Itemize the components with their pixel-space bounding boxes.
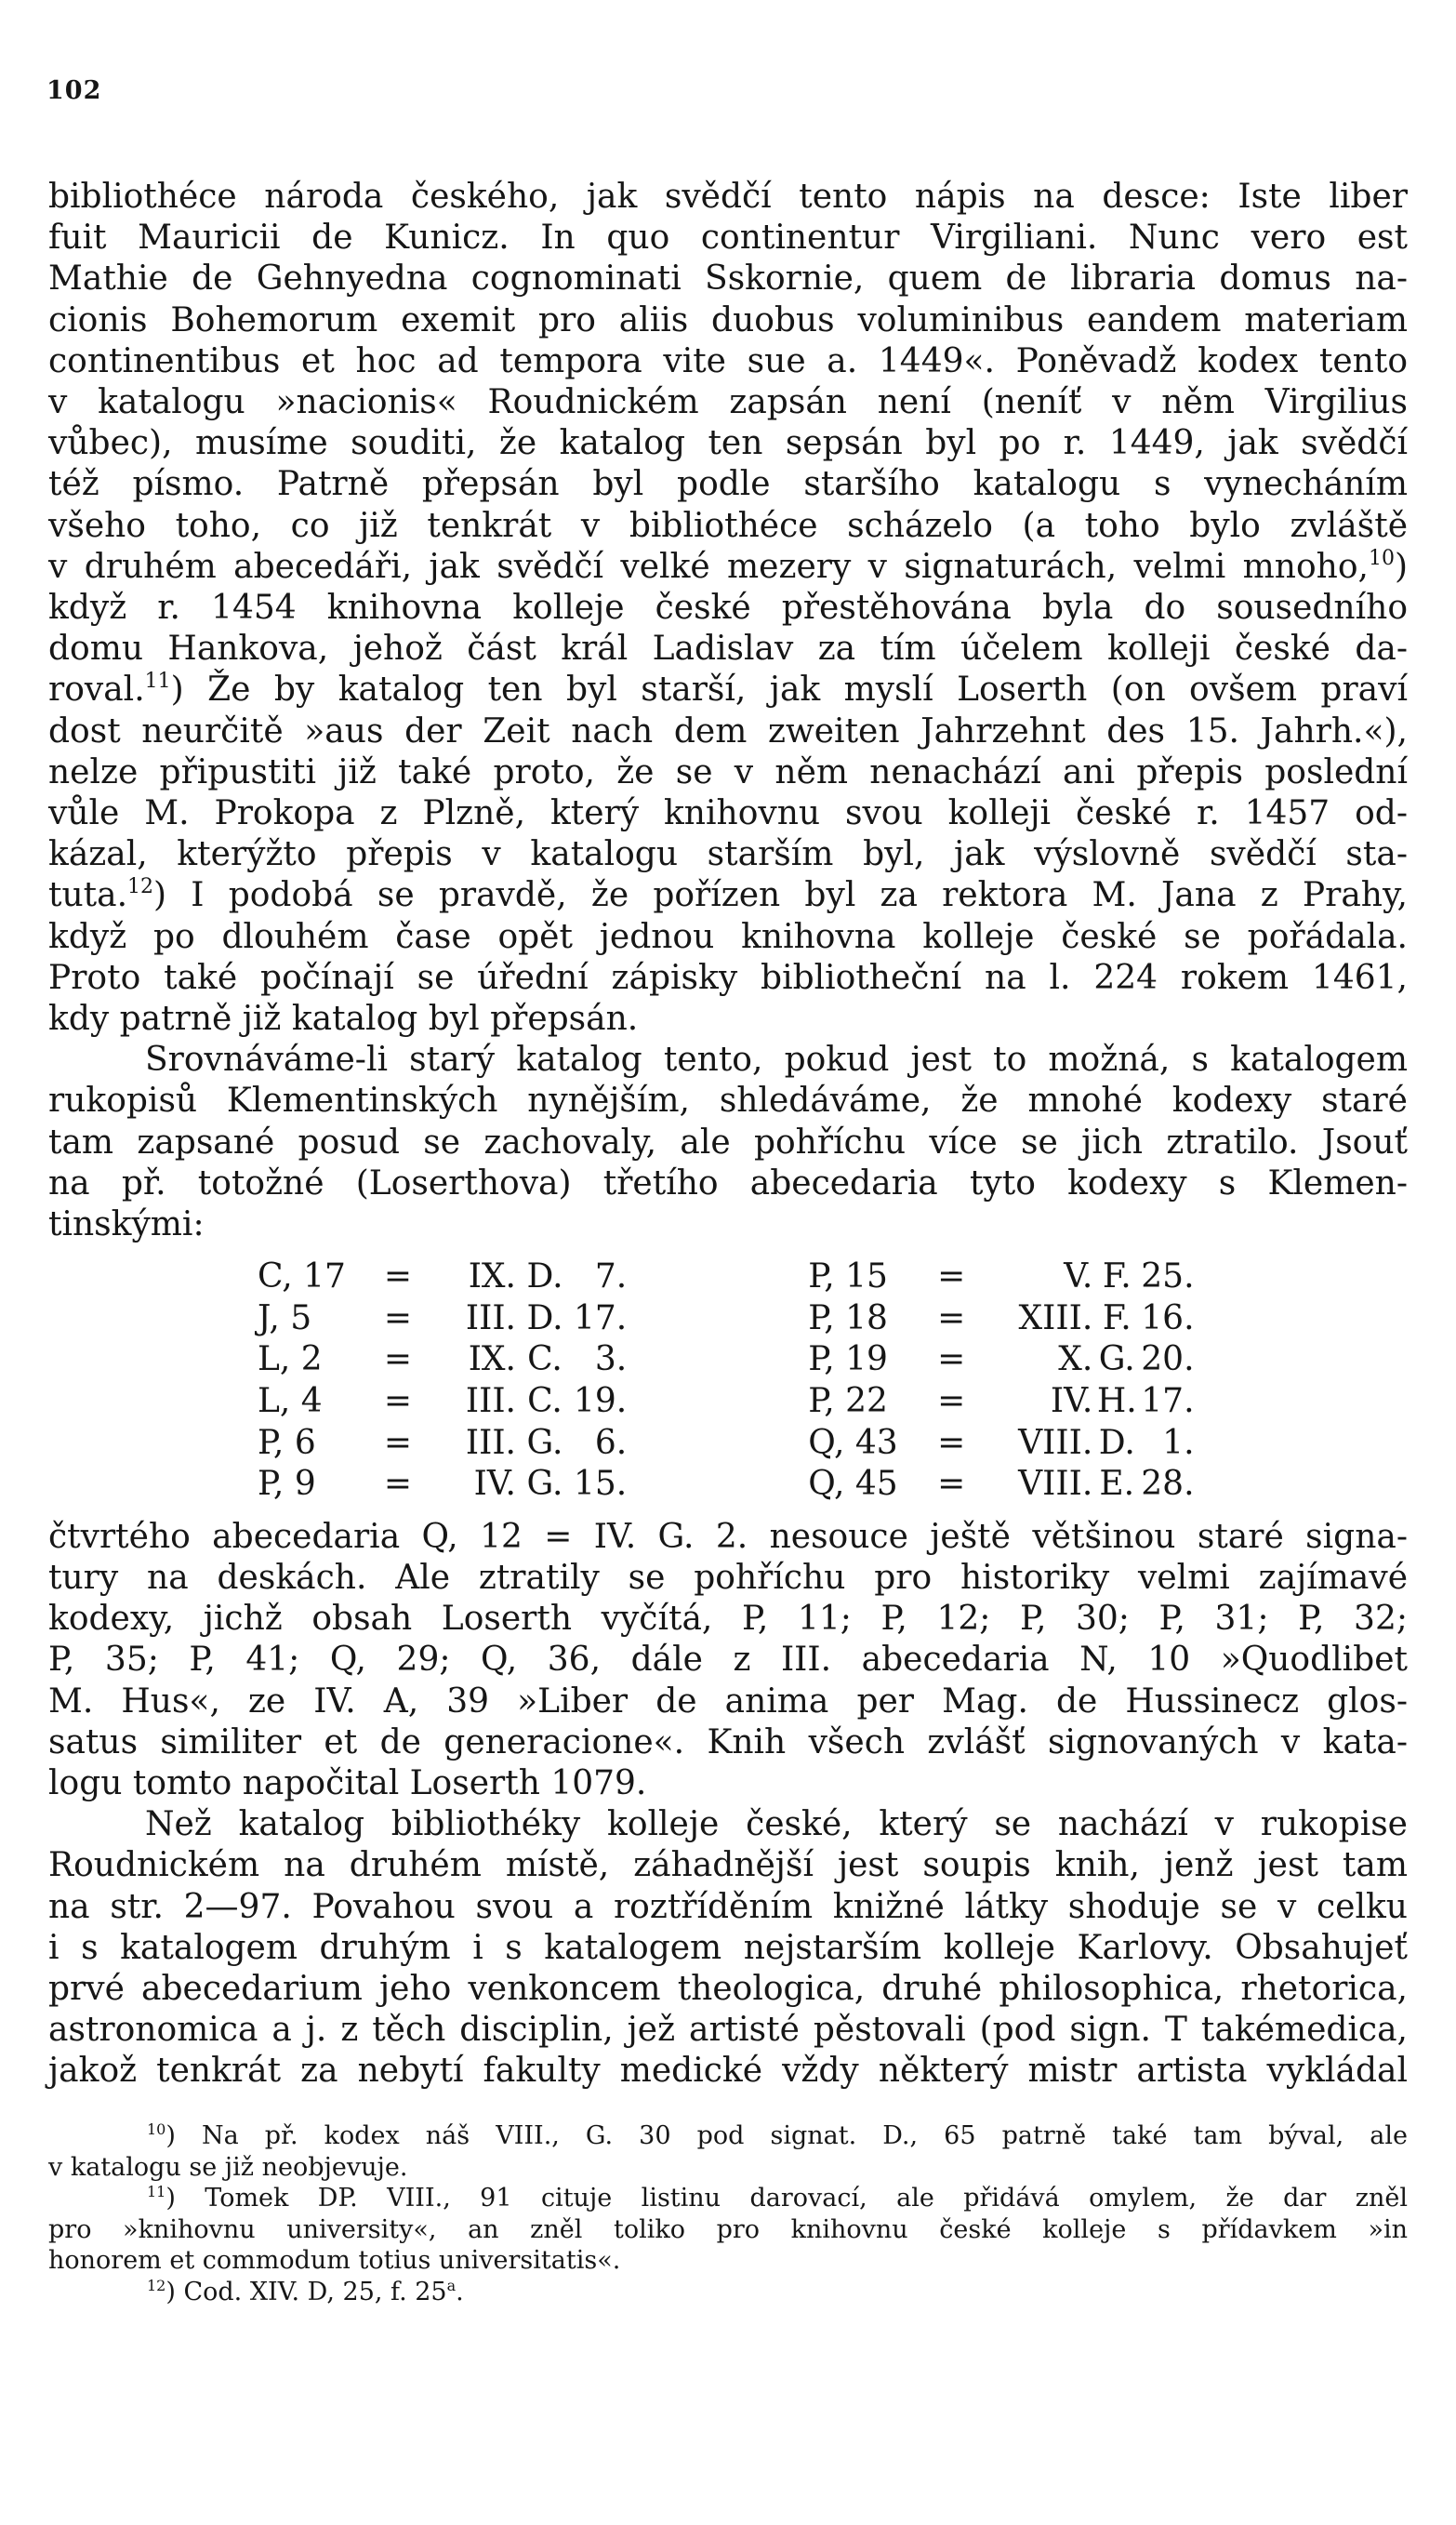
new-signature-letter: C.	[527, 1340, 563, 1379]
new-signature-letter: G.	[526, 1423, 563, 1462]
new-signature-roman: IX.	[468, 1257, 516, 1296]
footnote-ref-10: 10	[1368, 546, 1395, 570]
equals-sign: =	[937, 1382, 966, 1421]
folio-superscript: a	[446, 2276, 457, 2294]
paragraph-line: tam zapsané posud se zachovaly, ale pohříchu více se jich ztratilo. Jsouť	[48, 1123, 1408, 1162]
column-gap	[627, 1381, 808, 1423]
line-text: Že by katalog ten byl starší, jak myslí Loserth (on ovšem praví	[183, 671, 1408, 710]
new-signature-number: 6.	[594, 1423, 628, 1462]
paragraph-line: na př. totožné (Loserthova) třetího abecedaria tyto kodexy s Klemen-	[48, 1163, 1408, 1203]
new-signature-number: 15.	[574, 1465, 628, 1504]
paragraph-line: P, 35; P, 41; Q, 29; Q, 36, dále z III. abecedaria N, 10 »Quodlibet	[48, 1641, 1408, 1680]
old-signature: P, 18	[808, 1298, 888, 1337]
old-signature: L, 2	[258, 1340, 323, 1379]
paragraph-line: tinskými:	[48, 1205, 205, 1244]
new-signature-number: 1.	[1162, 1423, 1195, 1462]
new-signature-roman: III.	[465, 1298, 516, 1337]
paragraph-line: Proto také počínají se úřední zápisky bibliotheční na l. 224 rokem 1461,	[48, 958, 1408, 997]
column-gap	[627, 1256, 808, 1298]
footnote-line: v katalogu se již neobjevuje.	[48, 2152, 408, 2182]
footnote-text: ) Na př. kodex náš VIII., G. 30 pod signat. D., 65 patrně také tam býval, ale	[165, 2121, 1408, 2150]
new-signature-number: 28.	[1141, 1465, 1195, 1504]
new-signature-roman: III.	[465, 1382, 516, 1421]
equals-sign: =	[383, 1423, 413, 1462]
line-text: tuta.	[48, 876, 128, 915]
paragraph-line: kdy patrně již katalog byl přepsán.	[48, 1000, 639, 1039]
paragraph-line: bibliothéce národa českého, jak svědčí tento nápis na desce: Iste liber	[48, 178, 1408, 216]
equals-sign: =	[937, 1257, 966, 1296]
line-text: roval.	[48, 671, 145, 710]
paragraph-line: tuta.$^{12}$) I podobá se pravdě, že pořízen byl za rektora M. Jana z Prahy,	[48, 875, 1408, 915]
new-signature-roman: XIII.	[1018, 1298, 1093, 1337]
footnote-ref-11: 11	[144, 670, 171, 694]
footnote-line: pro »knihovnu university«, an zněl toliko pro knihovnu české kolleje s přídavkem »in	[48, 2214, 1408, 2244]
equals-sign: =	[383, 1465, 413, 1504]
column-gap	[627, 1423, 808, 1465]
new-signature-roman: V.	[1064, 1257, 1093, 1296]
old-signature: C, 17	[258, 1257, 346, 1296]
new-signature-number: 16.	[1141, 1298, 1195, 1337]
paragraph-line: když po dlouhém čase opět jednou knihovna kolleje české se pořádala.	[48, 917, 1408, 956]
footnote-text: .	[456, 2277, 464, 2306]
new-signature-letter: H.	[1096, 1382, 1137, 1421]
new-signature-letter: E.	[1099, 1465, 1135, 1504]
new-signature-roman: IX.	[468, 1340, 516, 1379]
new-signature-roman: IV.	[473, 1465, 516, 1504]
paragraph-line: astronomica a j. z těch disciplin, jež artisté pěstovali (pod sign. T takémedica,	[48, 2011, 1408, 2050]
footnote-text: ) Tomek DP. VIII., 91 cituje listinu darovací, ale přidává omylem, že dar zněl	[165, 2184, 1408, 2213]
column-gap	[627, 1464, 808, 1506]
paragraph-line: i s katalogem druhým i s katalogem nejstarším kolleje Karlovy. Obsahujeť	[48, 1928, 1408, 1967]
new-signature-number: 20.	[1141, 1340, 1195, 1379]
footnote-line	[48, 2277, 1408, 2308]
paragraph-line: M. Hus«, ze IV. A, 39 »Liber de anima per Mag. de Hussinecz glos-	[48, 1681, 1408, 1721]
paragraph-line: na str. 2—97. Povahou svou a roztříděním knižné látky shoduje se v celku	[48, 1887, 1408, 1926]
paragraph-line: vůle M. Prokopa z Plzně, který knihovnu svou kolleji české r. 1457 od-	[48, 794, 1408, 833]
paragraph-line: prvé abecedarium jeho venkoncem theologica, druhé philosophica, rhetorica,	[48, 1970, 1408, 2009]
paragraph-line: rukopisů Klementinských nynějším, shledáváme, že mnohé kodexy staré	[48, 1082, 1408, 1121]
old-signature: P, 22	[808, 1382, 888, 1421]
new-signature-number: 3.	[594, 1340, 628, 1379]
equals-sign: =	[383, 1257, 413, 1296]
new-signature-letter: G.	[1098, 1340, 1135, 1379]
new-signature-letter: D.	[526, 1298, 563, 1337]
new-signature-number: 25.	[1141, 1257, 1195, 1296]
paragraph-line: Mathie de Gehnyedna cognominati Sskornie, quem de libraria domus na-	[48, 259, 1408, 299]
paragraph-line: nelze připustiti již také proto, že se v něm nenachází ani přepis poslední	[48, 752, 1408, 791]
paragraph-line: cionis Bohemorum exemit pro aliis duobus voluminibus eandem materiam	[48, 300, 1408, 339]
concordance-row	[258, 1423, 1195, 1465]
line-text: v druhém abecedáři, jak svědčí velké mezery v signaturách, velmi mnoho,	[48, 547, 1369, 586]
page-number: 102	[46, 76, 102, 105]
equals-sign: =	[937, 1423, 966, 1462]
new-signature-letter: D.	[526, 1257, 563, 1296]
paragraph-line: dost neurčitě »aus der Zeit nach dem zweiten Jahrzehnt des 15. Jahrh.«),	[48, 711, 1408, 751]
footnote-line	[48, 2120, 1408, 2152]
new-signature-letter: F.	[1102, 1298, 1132, 1337]
paragraph-line: Srovnáváme-li starý katalog tento, pokud jest to možná, s katalogem	[145, 1041, 1408, 1080]
old-signature: Q, 45	[808, 1465, 898, 1504]
paragraph-line: jakož tenkrát za nebytí fakulty medické vždy některý mistr artista vykládal	[48, 2052, 1408, 2091]
new-signature-roman: VIII.	[1018, 1423, 1093, 1462]
equals-sign: =	[937, 1340, 966, 1379]
new-signature-number: 19.	[574, 1382, 628, 1421]
paragraph-line: roval.$^{11}$) Že by katalog ten byl starší, jak myslí Loserth (on ovšem praví	[48, 670, 1408, 710]
equals-sign: =	[937, 1465, 966, 1504]
new-signature-roman: III.	[465, 1423, 516, 1462]
old-signature: P, 9	[258, 1465, 316, 1504]
footnote-line: honorem et commodum totius universitatis«.	[48, 2246, 621, 2275]
line-text: I podobá se pravdě, že pořízen byl za rektora M. Jana z Prahy,	[166, 876, 1408, 915]
paragraph-line: čtvrtého abecedaria Q, 12 = IV. G. 2. nesouce ještě většinou staré signa-	[48, 1517, 1408, 1556]
footnote-mark: 11	[147, 2183, 166, 2200]
equals-sign: =	[383, 1340, 413, 1379]
new-signature-letter: C.	[527, 1382, 563, 1421]
footnote-text: ) Cod. XIV. D, 25, f. 25	[165, 2277, 447, 2306]
old-signature: J, 5	[258, 1298, 312, 1337]
paragraph-line: satus similiter et de generacione«. Knih všech zvlášť signovaných v kata-	[48, 1722, 1408, 1761]
paragraph-line: kodexy, jichž obsah Loserth vyčítá, P, 11; P, 12; P, 30; P, 31; P, 32;	[48, 1600, 1408, 1639]
new-signature-roman: VIII.	[1018, 1465, 1093, 1504]
paragraph-line: Než katalog bibliothéky kolleje české, který se nachází v rukopise	[145, 1805, 1408, 1844]
column-gap	[627, 1339, 808, 1381]
paragraph-line: Roudnickém na druhém místě, záhadnější jest soupis knih, jenž jest tam	[48, 1846, 1408, 1885]
footnote-line	[48, 2183, 1408, 2214]
new-signature-number: 7.	[594, 1257, 628, 1296]
new-signature-letter: F.	[1102, 1257, 1132, 1296]
new-signature-letter: D.	[1098, 1423, 1135, 1462]
paragraph-line: logu tomto napočital Loserth 1079.	[48, 1764, 647, 1803]
paragraph-line: continentibus et hoc ad tempora vite sue a. 1449«. Poněvadž kodex tento	[48, 341, 1408, 380]
concordance-row	[258, 1464, 1195, 1506]
concordance-row	[258, 1256, 1195, 1298]
footnote-ref-12: 12	[127, 875, 154, 899]
equals-sign: =	[383, 1382, 413, 1421]
body-text	[48, 177, 1408, 2093]
old-signature: P, 15	[808, 1257, 888, 1296]
footnote-mark: 10	[147, 2120, 166, 2138]
new-signature-number: 17.	[574, 1298, 628, 1337]
footnotes	[48, 2120, 1408, 2307]
paragraph-line: v katalogu »nacionis« Roudnickém zapsán není (neníť v něm Virgilius	[48, 383, 1408, 422]
paragraph-line: kázal, kterýžto přepis v katalogu starším byl, jak výslovně svědčí sta-	[48, 835, 1408, 874]
concordance-row	[258, 1381, 1195, 1423]
concordance-table	[258, 1256, 1195, 1506]
old-signature: Q, 43	[808, 1423, 898, 1462]
old-signature: L, 4	[258, 1382, 323, 1421]
new-signature-roman: X.	[1058, 1340, 1093, 1379]
paragraph-line: též písmo. Patrně přepsán byl podle staršího katalogu s vynecháním	[48, 465, 1408, 504]
paragraph-line: v druhém abecedáři, jak svědčí velké mezery v signaturách, velmi mnoho,$^{10}$)	[48, 546, 1408, 586]
paragraph-line: tury na deskách. Ale ztratily se pohříchu pro historiky velmi zajímavé	[48, 1559, 1408, 1598]
new-signature-number: 17.	[1141, 1382, 1195, 1421]
paragraph-line: všeho toho, co již tenkrát v bibliothéce scházelo (a toho bylo zvláště	[48, 506, 1408, 545]
equals-sign: =	[383, 1298, 413, 1337]
new-signature-letter: G.	[526, 1465, 563, 1504]
old-signature: P, 19	[808, 1340, 888, 1379]
column-gap	[627, 1298, 808, 1340]
old-signature: P, 6	[258, 1423, 316, 1462]
new-signature-roman: IV.	[1050, 1382, 1093, 1421]
footnote-mark: 12	[147, 2276, 166, 2294]
equals-sign: =	[937, 1298, 966, 1337]
paragraph-line: domu Hankova, jehož část král Ladislav za tím účelem kolleji české da-	[48, 630, 1408, 669]
paragraph-line: když r. 1454 knihovna kolleje české přestěhována byla do sousedního	[48, 589, 1408, 628]
paragraph-line: fuit Mauricii de Kunicz. In quo continentur Virgiliani. Nunc vero est	[48, 219, 1408, 258]
concordance-row	[258, 1339, 1195, 1381]
concordance-row	[258, 1298, 1195, 1340]
paragraph-line: vůbec), musíme souditi, že katalog ten sepsán byl po r. 1449, jak svědčí	[48, 424, 1408, 463]
